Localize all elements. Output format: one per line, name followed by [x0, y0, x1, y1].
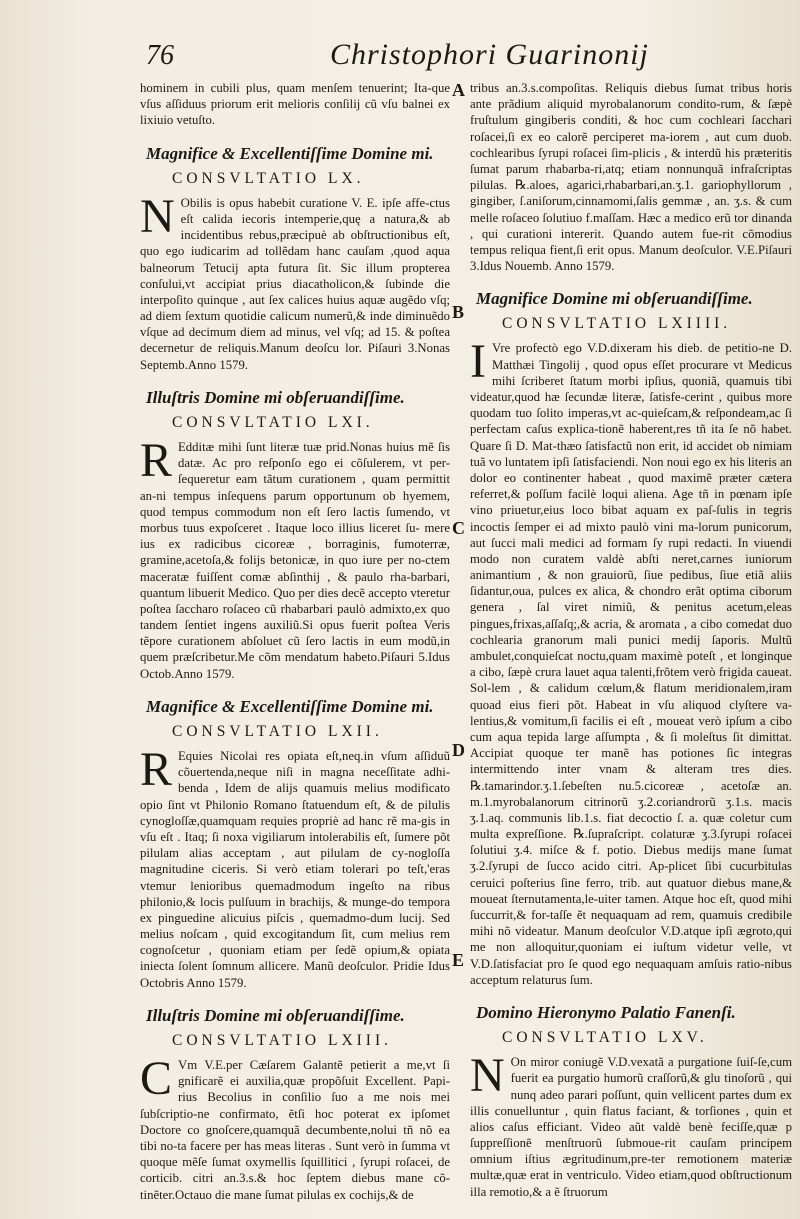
- consultation-body: [470, 335, 792, 988]
- consultation-body: [470, 1049, 792, 1200]
- consultation-text: Vre profectò ego V.D.dixeram his dieb. de petitio-ne D. Matthæi Tingolij , quod opus eſſet procurare vt Medicus mihi ſcriberet ſtatum morbi ipſius, quoniã, quamuis tibi videatur,quod hæ ſecundæ literæ, ſatisfe-cerint , quibus more quodam tuo ſolito imperas,vt ac-quieſcam,& reſpondeam,ac ſi perfectam caſus explica-tionẽ haberent,res tñ ita ſe nõ habet. Quare ſi D. Mat-thæo ſatisfactũ non erit, id accidet ob nimiam tuã vo luntatem ipſi ſatisfaciendi. Non noui ego ex his literis an dolor eo continenter habeat , quod maximẽ præter cætera referret,& poſſum facilè loqui aliena. Age tñ in pœnam ipſe vino priuetur,eius loco bibat aquam ex paſ-ſulis in tegris incoctis ſemper ei ad mixto paulò vini ma-lorum punicorum, aut ſucci mali medici ad formam ſy rupi redacti. In viuendi modo non curatem valdè abſti neret,carnes iuniorum animantium , & non grauiorũ, ſiue pedibus, ſiue etiã aliis ſidantur,oua, pulces ex alica, & chondro erãt optima ciborum genera , ſal viret nimiũ, & penitus acetum,eleas pingues,frixas,aſſaſq;,& acria, & aromata , a cibo comedat duo cochlearia granorum mali punici medij ſaporis. Multũ ambulet,conquieſcat noctu,quam maximè poteſt , et longinque a cibo, ſæpè crura lauet aqua talenti,frõtem verò frigida caueat. Sol-lem , & calidum cœlum,& flatum meridionalem,iram quoad eius fieri põt. Habeat in vſu aliquod clyſtere va-lentius,& vomitum,ſi facilis ei eſt , moueat verò ipſum a cibo cum aqua tepida large aſſumpta , & ſi moleſtus ſit dimittat. Accipiat quoque ter manẽ has potiones ſic integras intermittendo inter vnam & alteram tres dies. ℞.tamarindor.ʒ.1.ſebeſten nu.5.cicoreæ , acetoſæ an. m.1.myrobalanorum citrinorũ ʒ.2.coriandrorũ ʒ.1.s. macis ʒ.1.aq. communis lib.1.s. fiat decoctio ſ. a. quæ coletur cum multa expreſſione. ℞.ſupraſcript. colaturæ ʒ.3.ſyrupi roſacei ſolutiui ʒ.4. miſce & f. potio. Diebus medijs mane ſumat ʒ.2.ſyrupi de ſucco acido citri. Ap-plicet ſibi cucurbitulas ceruici poſterius ſine ferro, trib. aut quatuor diebus mane,& moueat ſternutamenta,le-uiter tamen. Atque hoc eſt, quod mihi ſuccurrit,& for-taſſe ẽt nequaquam ad rem, quamuis credibile mihi nõ videatur. Manum deoſculor V.D.atque ipſi ægroto,qui me non alloquitur,quoniam ei iuſtum videtur velle, vt V.D.ſatisfaciat pro ſe quod ego nequaquam amſuis ratio-nibus acceptum relaturus ſum.: [470, 341, 792, 987]
- section-title: Illuſtris Domine mi obſeruandiſſime.: [146, 387, 405, 407]
- section-title: Magnifice Domine mi obſeruandiſſime.: [476, 289, 753, 309]
- consultation-heading: CONSVLTATIO LXII.: [172, 722, 383, 740]
- left-column: [140, 80, 450, 1203]
- section-title: Domino Hieronymo Palatio Fanenſi.: [476, 1002, 736, 1022]
- consultation-text: Vm V.E.per Cæſarem Galantẽ petierit a me,vt ſi gnificarẽ ei auxilia,quæ propõſuit Excellent. Papi-rius Becolius in conſilio ſuo a me nois mei ſubſcriptio-ne confirmato, ẽtſi hoc poterat ex ipſomet Doctore co gnoſcere,quamquã decumbente,nolui tñ nõ ea tibi no-ta facere per has meas literas . Sunt verò in ſumma vt quoque mẽſe ſumat oxymellis ſquillitici , ſyrupi roſacei, de corticib. citri an.3.s.& hoc ſeptem diebus mane cõ-tinẽter.Octauo die mane ſumat pilulas ex cochijs,& de: [140, 1058, 450, 1202]
- section-title: Magnifice & Excellentiſſime Domine mi.: [146, 143, 434, 163]
- right-column: [470, 80, 792, 1200]
- left-intro-text: hominem in cubili plus, quam menſem tenuerint; Ita-que vſus aſſiduus priorum erit melioris conſilij cũ vſu balnei ex lixiuio vetuſto.: [140, 81, 450, 128]
- consultation-heading: CONSVLTATIO LXIIII.: [502, 315, 732, 333]
- drop-cap: C: [140, 1052, 173, 1105]
- running-head: Christophori Guarinonij: [330, 38, 649, 71]
- consultation-text: Obilis is opus habebit curatione V. E. ipſe affe-ctus eſt calida iecoris intemperie,quę a natura,& ab incidentibus rebus,præcipuè ab obſtructionibus eſt, quo ego iudicarim ad tollẽdam hanc cauſam ,quod aqua balneorum Tetucij apta futura ſit. Sic illum propterea conſului,vt accipiat prius diacatholicon,& ſubinde die interpoſito quinque , aut ſex calices huius aquæ augẽdo vſq; ad diem ſextum quotidie calicum numerũ,& inde diminuẽdo vſque ad decimum diem ad minus, vel vſq; ad 15. & poſtea decernetur de reliquis.Manum deoſcu lor. Piſauri 3.Nonas Septemb.Anno 1579.: [140, 195, 450, 372]
- drop-cap: N: [470, 1049, 505, 1103]
- consultation-heading: CONSVLTATIO LX.: [172, 169, 365, 187]
- section-title: Illuſtris Domine mi obſeruandiſſime.: [146, 1005, 405, 1025]
- drop-cap: N: [140, 189, 175, 243]
- drop-cap: R: [140, 743, 173, 796]
- consultation-body: [140, 743, 450, 991]
- consultation-text: On miror coniugẽ V.D.vexatã a purgatione ſuiſ-ſe,cum fuerit ea purgatio humorũ craſſorũ,& glu tinoſorũ , qui nunq adeo parari poſſunt, quin vellicent partes dum ex illis conuelluntur , quin flatus faciant, & torſiones , quin et alios caſus efficiant. Video aũt valdè benè feciſſe,quæ p ſuppreſſionẽ menſtruorũ ſubmoue-rit cauſam principem omnium iſtius ægritudinum,pre-ter remotionem materiæ multæ,quæ erat in ventriculo. Video etiam,quod obſtructionum illa remotio,& a ẽ ſtruorum: [470, 1055, 792, 1199]
- margin-letter-a: A: [452, 80, 465, 100]
- margin-letter-d: D: [452, 740, 465, 760]
- consultation-body: [140, 434, 450, 682]
- consultation-body: [140, 189, 450, 373]
- consultation-text: Edditæ mihi ſunt literæ tuæ prid.Nonas huius mẽ ſis datæ. Ac pro reſponſo ego ei cõſulerem, vt per-ſequeretur eam tãtum curationem , quam permittit an-ni tempus inſequens parum opportunum ob hyemem, quod tempus commodum non eſt ſero lactis ſumendo, vt morbus tuus expoſceret . Itaque loco illius liceret ſu- mere ius ex radicibus cicoreæ , borraginis, fumoterræ, gramine,acetoſa,& folijs betonicæ, in quo iure per no-ctem maceratæ fuiſſent comæ abſinthij , & paulo rha-barbari, quantum libuerit Medico. Quo per dies decẽ accepto vteretur poſtea ſaccharo roſaceo cũ rhabarbari paulò admixto,ex quo tandem ſentiet ingens auxiliũ.Si opus fuerit poſtea Veris tẽpore curationem abſoluet cũ ſero lactis in eum modũ,in quem præſcribetur.Me cõm mendatum habeto.Piſauri 5.Idus Octob.Anno 1579.: [140, 440, 450, 681]
- margin-letter-e: E: [452, 950, 465, 970]
- drop-cap: R: [140, 434, 173, 487]
- page-header: [0, 36, 800, 76]
- consultation-heading: CONSVLTATIO LXI.: [172, 413, 374, 431]
- right-intro-text: tribus an.3.s.compoſitas. Reliquis diebus ſumat tribus horis ante prãdium aliquid myrobalanorum condito-rum, & ſæpè fruſtulum gingiberis conditi, & hoc cum cochleari ſacchari roſacei,ſi ex eo calorẽ perciperet ma-iorem , aut cum duob. cochlearibus ſyrupi roſacei ſim-plicis , & interdũ his præteritis ſumat parum rhabarba-ri,atq; etiam nonnunquã infraſcriptas pilulas. ℞.aloes, agarici,rhabarbari,an.ʒ.1. gariophyllorum , gingiber, ſ.aniſorum,cinnamomi,ſalis gemmæ , an. ʒ.s. & cum melle roſaceo ſolutiuo f.maſſam. Hæc a medico erũ tor dinanda , qui curationi intererit. Quando autem fue-rit cõmodius tempus reliqua fient,ſi erit opus. Manum deoſculor. V.E.Piſauri 3.Idus Nouemb. Anno 1579.: [470, 81, 792, 274]
- consultation-heading: CONSVLTATIO LXIII.: [172, 1031, 393, 1049]
- consultation-text: Equies Nicolai res opiata eſt,neq.in vſum aſſiduũ cõuertenda,neque niſi in magna neceſſitate adhi-benda , Idem de alijs quamuis melius modificato opio ſint vt Philonio Romano ſtatuendum eſt, & de pilulis cynogloſſæ,quamquam requies propriè ad hanc rẽ ma-gis in vſu eſt . Itaq; ſi noxa vigiliarum intolerabilis eſt, ſumere põt pilulam alias acceptam , aut pilulam de cy-nogloſſa magnitudine ciceris. Si verò etiam tolerari po teſt,'eras vtemur lenioribus quemadmodum ingeſto na ribus philonio,& locis pulſuum in brachijs, & munge-do tempora ex pinguedine alicuius piſcis , quemadmo-dum lucij. Sed melius noſcam , quid excogitandum ſit, cum melius rem cognoſcetur , quoniam etiam per ſedẽ opium,& opiata iniecta ſolent ſomnum allicere. Manũ deoſculor. Pridie Idus Octobris Anno 1579.: [140, 749, 450, 990]
- margin-letter-c: C: [452, 518, 465, 538]
- drop-cap: I: [470, 335, 486, 389]
- section-title: Magnifice & Excellentiſſime Domine mi.: [146, 696, 434, 716]
- consultation-heading: CONSVLTATIO LXV.: [502, 1028, 708, 1046]
- margin-letter-b: B: [452, 302, 465, 322]
- page-number: 76: [146, 40, 174, 71]
- consultation-body: [140, 1052, 450, 1203]
